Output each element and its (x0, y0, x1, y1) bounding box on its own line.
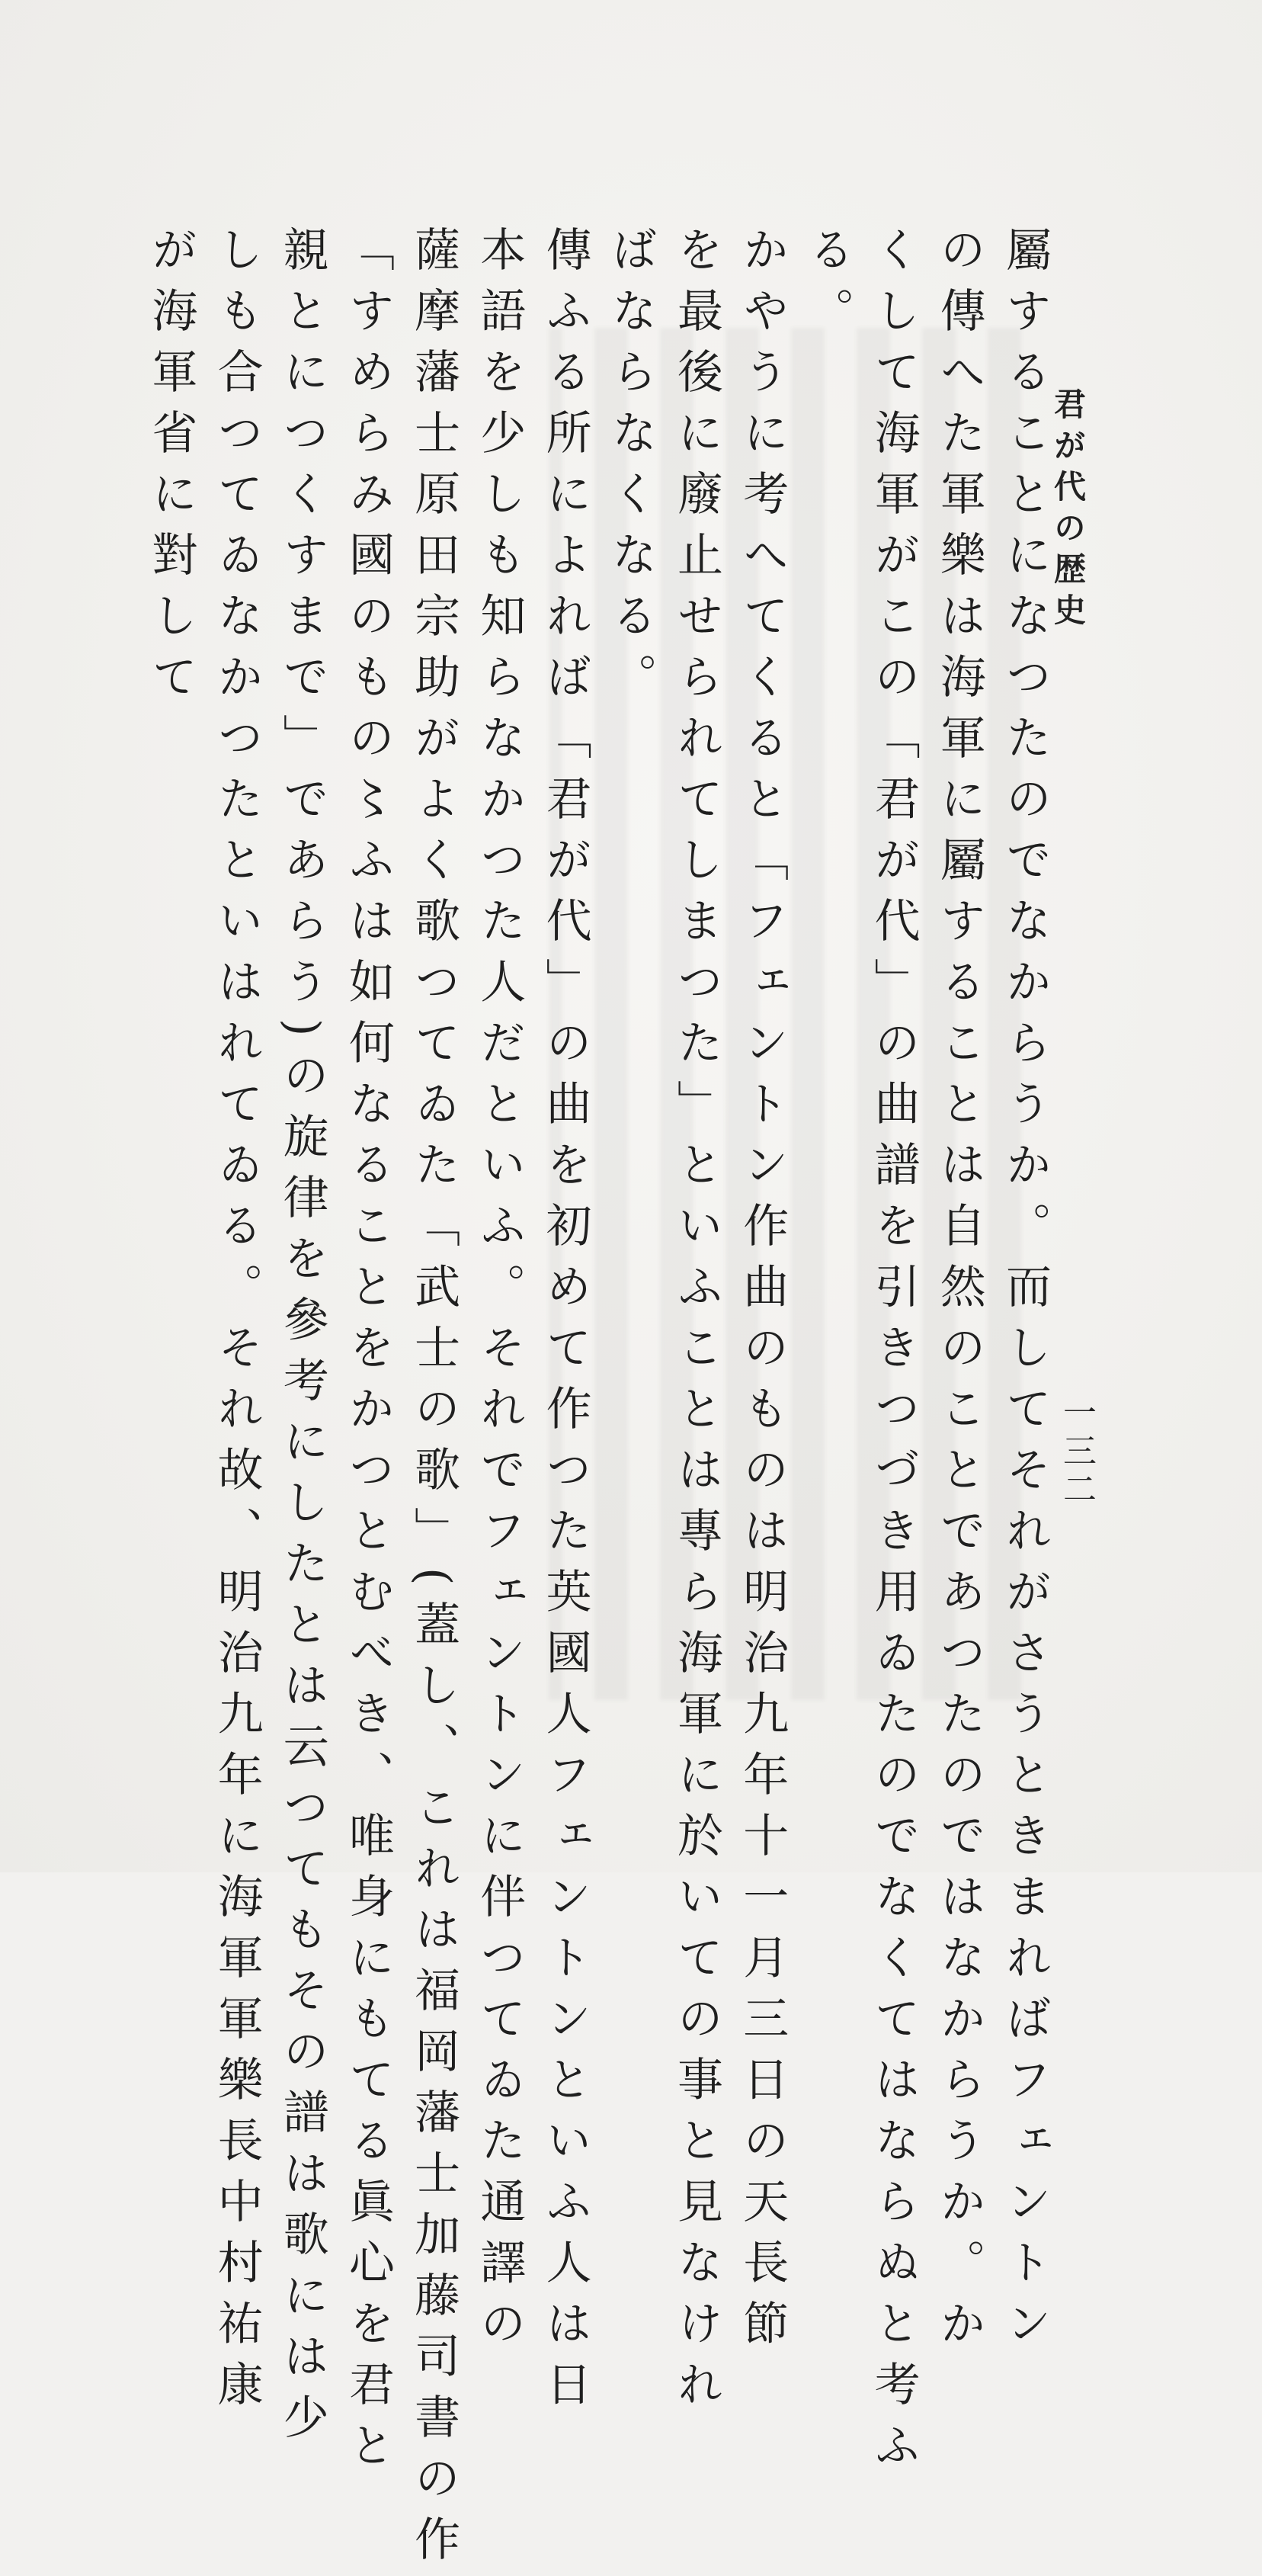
text-line-1: 屬することになつたのでなからうか。而してそれがさうときまればフェントン (998, 226, 1052, 2360)
text-line-11: 「すめらみ國のもの〻ふは如何なることをかつとむべき、唯身にもてる眞心を君と (341, 226, 395, 2482)
page-number: 一三二 (1057, 1395, 1096, 1509)
running-head: 君が代の歴史 (1049, 387, 1087, 634)
text-line-7: ばならなくなる。 (604, 226, 658, 714)
text-line-3: くして海軍がこの「君が代」の曲譜を引きつづき用ゐたのでなくてはならぬと考ふ (866, 226, 921, 2482)
text-line-5: かやうに考へてくると「フェントン作曲のものは明治九年十一月三日の天長節 (735, 226, 790, 2360)
text-line-14: が海軍省に對して (144, 226, 198, 714)
text-line-13: しも合つてゐなかつたといはれてゐる。それ故、明治九年に海軍軍樂長中村祐康 (210, 226, 264, 2421)
text-line-8: 傳ふる所によれば「君が代」の曲を初めて作つた英國人フェントンといふ人は日 (538, 226, 592, 2421)
text-line-10: 薩摩藩士原田宗助がよく歌つてゐた「武士の歌」(蓋し、これは福岡藩士加藤司書の作 (407, 226, 461, 2576)
text-line-4: る。 (801, 226, 855, 348)
text-line-6: を最後に廢止せられてしまつた」といふことは專ら海軍に於いての事と見なけれ (669, 226, 723, 2421)
body-text (144, 226, 1058, 2576)
text-line-12: 親とにつくすまで」であらう)の旋律を參考にしたとは云つてもその譜は歌には少 (275, 226, 329, 2455)
text-line-2: の傳へた軍樂は海軍に屬することは自然のことであつたのではなからうか。か (932, 226, 986, 2360)
text-line-9: 本語を少しも知らなかつた人だといふ。それでフェントンに伴つてゐた通譯の (472, 226, 527, 2360)
